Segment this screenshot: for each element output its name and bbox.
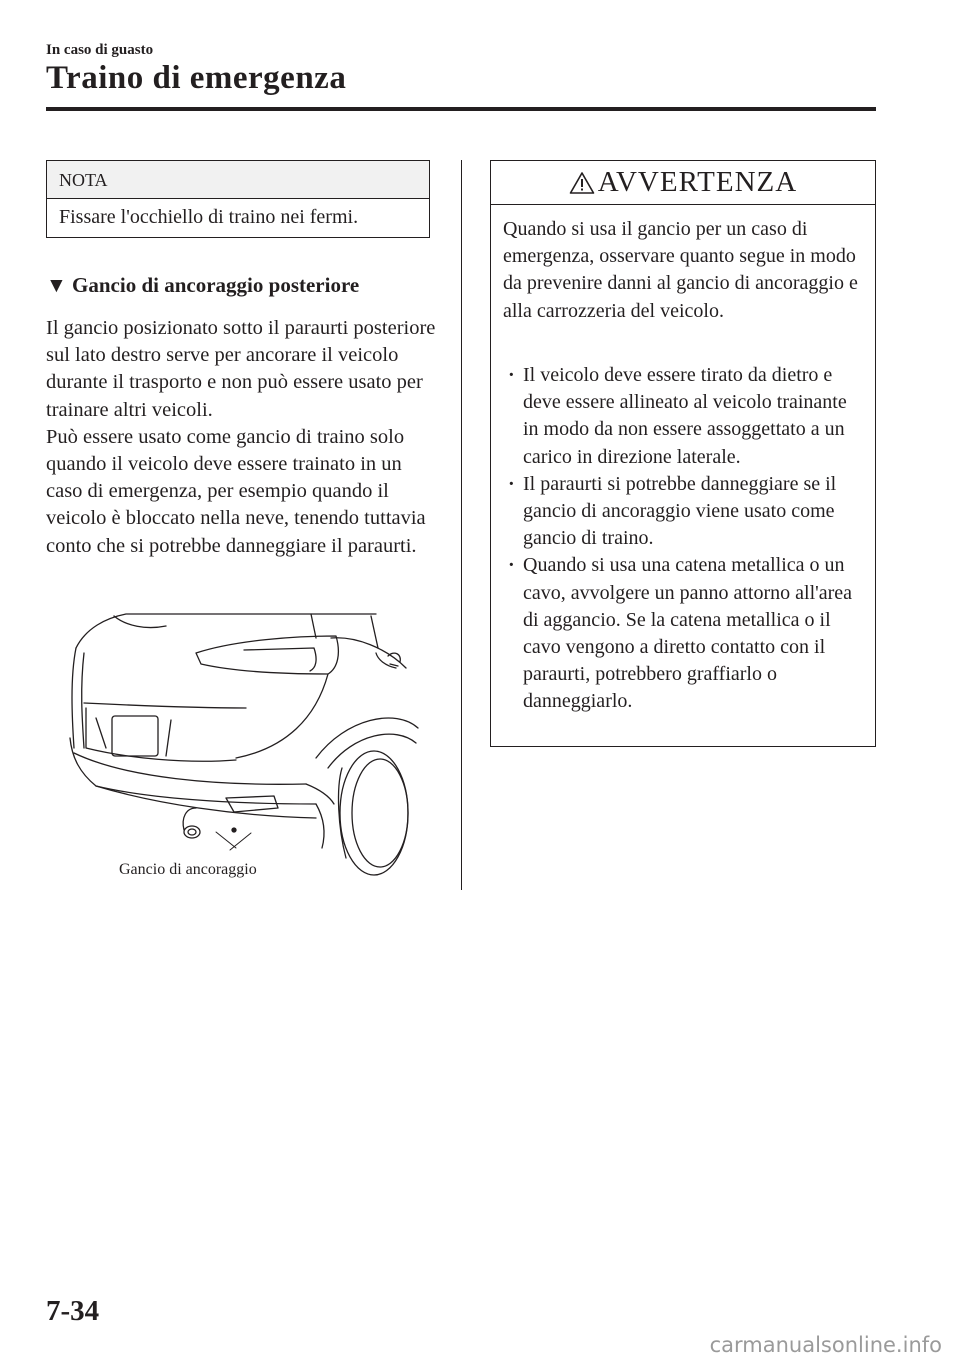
title-rule <box>46 107 876 111</box>
warning-box <box>490 160 876 747</box>
rear-car-illustration <box>66 608 426 886</box>
column-divider <box>461 160 462 890</box>
warning-header <box>491 161 875 205</box>
warning-item: · Il veicolo deve essere tirato da dietro e deve essere allineato al veicolo trainante in modo da non essere assoggettato a un carico in direzione laterale. <box>503 362 865 471</box>
paragraph-2: Può essere usato come gancio di traino solo quando il veicolo deve essere trainato in un caso di emergenza, per esempio quando il veicolo è bloccato nella neve, tenendo tuttavia conto che si potrebbe danneggiare il paraurti. <box>46 425 426 557</box>
subsection-body <box>46 315 441 560</box>
warning-heading: AVVERTENZA <box>597 166 798 198</box>
note-heading: NOTA <box>47 161 429 199</box>
page-title: Traino di emergenza <box>46 60 347 96</box>
subsection-heading <box>46 273 359 298</box>
section-label: In caso di guasto <box>46 42 154 58</box>
watermark: carmanualsonline.info <box>709 1333 942 1357</box>
figure-caption: Gancio di ancoraggio <box>119 861 257 878</box>
page-number: 7-34 <box>46 1295 100 1327</box>
note-text: Fissare l'occhiello di traino nei fermi. <box>59 206 359 228</box>
warning-list <box>503 362 865 716</box>
warning-item: · Quando si usa una catena metallica o un cavo, avvolgere un panno attorno all'area di aggancio. Se la catena metallica o il cavo vengono a diretto contatto con il paraurti, potrebbero graffiarlo o danneggiarlo. <box>503 552 865 715</box>
triangle-marker-icon: ▼ <box>46 273 67 297</box>
warning-triangle-icon <box>569 171 595 195</box>
warning-intro: Quando si usa il gancio per un caso di emergenza, osservare quanto segue in modo da prevenire danni al gancio di ancoraggio e alla carrozzeria del veicolo. <box>503 218 858 322</box>
warning-item: · Il paraurti si potrebbe danneggiare se il gancio di ancoraggio viene usato come gancio di traino. <box>503 471 865 553</box>
paragraph-1: Il gancio posizionato sotto il paraurti posteriore sul lato destro serve per ancorare il veicolo durante il trasporto e non può essere usato per trainare altri veicoli. <box>46 317 436 421</box>
note-box <box>46 160 430 238</box>
subsection-heading-text: Gancio di ancoraggio posteriore <box>72 273 360 297</box>
